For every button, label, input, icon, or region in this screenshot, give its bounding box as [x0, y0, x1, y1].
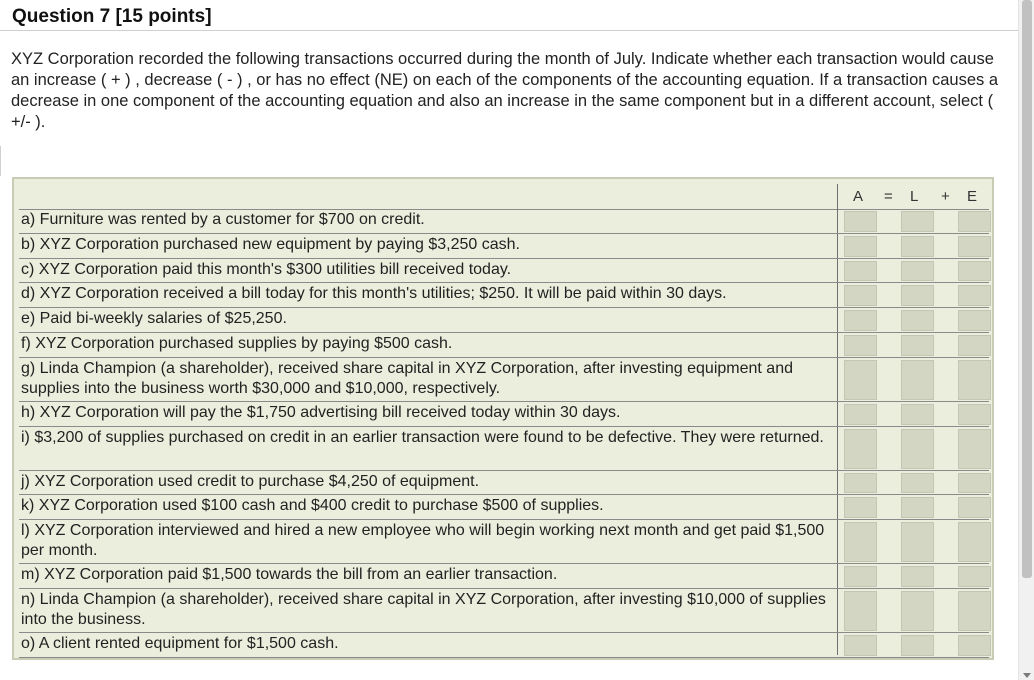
liabilities-answer-select[interactable] [901, 211, 934, 232]
column-header-plus: + [941, 188, 950, 205]
table-row [19, 520, 989, 564]
table-row [19, 471, 989, 496]
assets-answer-select[interactable] [844, 591, 877, 631]
equity-answer-select[interactable] [958, 429, 991, 469]
assets-answer-select[interactable] [844, 566, 877, 587]
liabilities-answer-select[interactable] [901, 335, 934, 356]
assets-answer-select[interactable] [844, 473, 877, 494]
transaction-label: e) Paid bi-weekly salaries of $25,250. [21, 310, 287, 328]
table-row [19, 209, 989, 234]
liabilities-answer-select[interactable] [901, 261, 934, 282]
equity-answer-select[interactable] [958, 404, 991, 425]
transaction-label: f) XYZ Corporation purchased supplies by paying $500 cash. [21, 334, 453, 352]
equity-answer-select[interactable] [958, 522, 991, 562]
assets-answer-select[interactable] [844, 635, 877, 656]
transaction-label: c) XYZ Corporation paid this month's $300 utilities bill received today. [21, 260, 512, 278]
equity-answer-select[interactable] [958, 261, 991, 282]
equity-answer-select[interactable] [958, 285, 991, 306]
liabilities-answer-select[interactable] [901, 404, 934, 425]
table-row [19, 308, 989, 333]
liabilities-answer-select[interactable] [901, 285, 934, 306]
liabilities-answer-select[interactable] [901, 236, 934, 257]
assets-answer-select[interactable] [844, 404, 877, 425]
equity-answer-select[interactable] [958, 473, 991, 494]
vertical-scrollbar[interactable] [1018, 0, 1034, 680]
table-row [19, 358, 989, 402]
scroll-down-arrow-icon[interactable] [1023, 673, 1031, 678]
transaction-label: o) A client rented equipment for $1,500 cash. [21, 634, 339, 652]
liabilities-answer-select[interactable] [901, 473, 934, 494]
transaction-label: n) Linda Champion (a shareholder), received share capital in XYZ Corporation, after investing $10,000 of supplies into the business. [21, 590, 826, 628]
transactions-table [12, 177, 994, 660]
column-header-liabilities: L [910, 188, 919, 205]
assets-answer-select[interactable] [844, 285, 877, 306]
liabilities-answer-select[interactable] [901, 310, 934, 331]
assets-answer-select[interactable] [844, 335, 877, 356]
table-row [19, 427, 989, 471]
assets-answer-select[interactable] [844, 429, 877, 469]
question-title: Question 7 [15 points] [12, 6, 212, 27]
column-header-equals: = [884, 188, 893, 205]
liabilities-answer-select[interactable] [901, 522, 934, 562]
assets-answer-select[interactable] [844, 261, 877, 282]
transaction-label: d) XYZ Corporation received a bill today for this month's utilities; $250. It will be paid within 30 days. [21, 285, 727, 303]
table-row [19, 564, 989, 589]
assets-answer-select[interactable] [844, 360, 877, 400]
scrollbar-thumb[interactable] [1022, 0, 1032, 578]
column-header-equity: E [967, 188, 978, 205]
table-row [19, 333, 989, 358]
transaction-label: b) XYZ Corporation purchased new equipment by paying $3,250 cash. [21, 235, 520, 253]
table-row [19, 259, 989, 284]
transaction-label: a) Furniture was rented by a customer for $700 on credit. [21, 211, 425, 228]
assets-answer-select[interactable] [844, 310, 877, 331]
equity-answer-select[interactable] [958, 211, 991, 232]
table-header-row [19, 184, 989, 210]
assets-answer-select[interactable] [844, 236, 877, 257]
equity-answer-select[interactable] [958, 236, 991, 257]
assets-answer-select[interactable] [844, 497, 877, 518]
transaction-label: l) XYZ Corporation interviewed and hired a new employee who will begin working next month and get paid $1,500 per month. [21, 522, 825, 560]
equity-answer-select[interactable] [958, 335, 991, 356]
liabilities-answer-select[interactable] [901, 497, 934, 518]
transaction-label: h) XYZ Corporation will pay the $1,750 advertising bill received today within 30 days. [21, 403, 621, 421]
table-row [19, 234, 989, 259]
liabilities-answer-select[interactable] [901, 360, 934, 400]
table-row [19, 283, 989, 308]
equity-answer-select[interactable] [958, 310, 991, 331]
transaction-label: m) XYZ Corporation paid $1,500 towards the bill from an earlier transaction. [21, 566, 558, 584]
equity-answer-select[interactable] [958, 497, 991, 518]
transaction-label: i) $3,200 of supplies purchased on credit in an earlier transaction were found to be defective. They were returned. [21, 428, 824, 446]
table-row [19, 495, 989, 520]
question-header [0, 0, 1018, 31]
liabilities-answer-select[interactable] [901, 591, 934, 631]
equity-answer-select[interactable] [958, 360, 991, 400]
assets-answer-select[interactable] [844, 211, 877, 232]
equity-answer-select[interactable] [958, 566, 991, 587]
transaction-label: j) XYZ Corporation used credit to purchase $4,250 of equipment. [21, 472, 480, 490]
liabilities-answer-select[interactable] [901, 429, 934, 469]
column-header-assets: A [853, 188, 864, 205]
left-divider [0, 146, 1, 176]
liabilities-answer-select[interactable] [901, 635, 934, 656]
equity-answer-select[interactable] [958, 591, 991, 631]
table-row [19, 633, 989, 658]
transaction-label: k) XYZ Corporation used $100 cash and $400 credit to purchase $500 of supplies. [21, 497, 604, 515]
question-instructions: XYZ Corporation recorded the following transactions occurred during the month of July. Indicate whether each transaction would cause an increase ( + ) , decrease ( - ) , or has no effect (NE) on each of the components of the accounting equation. If a transaction causes a decrease in one component of the accounting equation and also an increase in the same component but in a different account, select ( +/- ). [11, 50, 999, 131]
table-body [19, 209, 989, 658]
transaction-label: g) Linda Champion (a shareholder), received share capital in XYZ Corporation, after investing equipment and supplies into the business worth $30,000 and $10,000, respectively. [21, 359, 793, 397]
table-row [19, 402, 989, 427]
table-row [19, 589, 989, 633]
equity-answer-select[interactable] [958, 635, 991, 656]
assets-answer-select[interactable] [844, 522, 877, 562]
liabilities-answer-select[interactable] [901, 566, 934, 587]
